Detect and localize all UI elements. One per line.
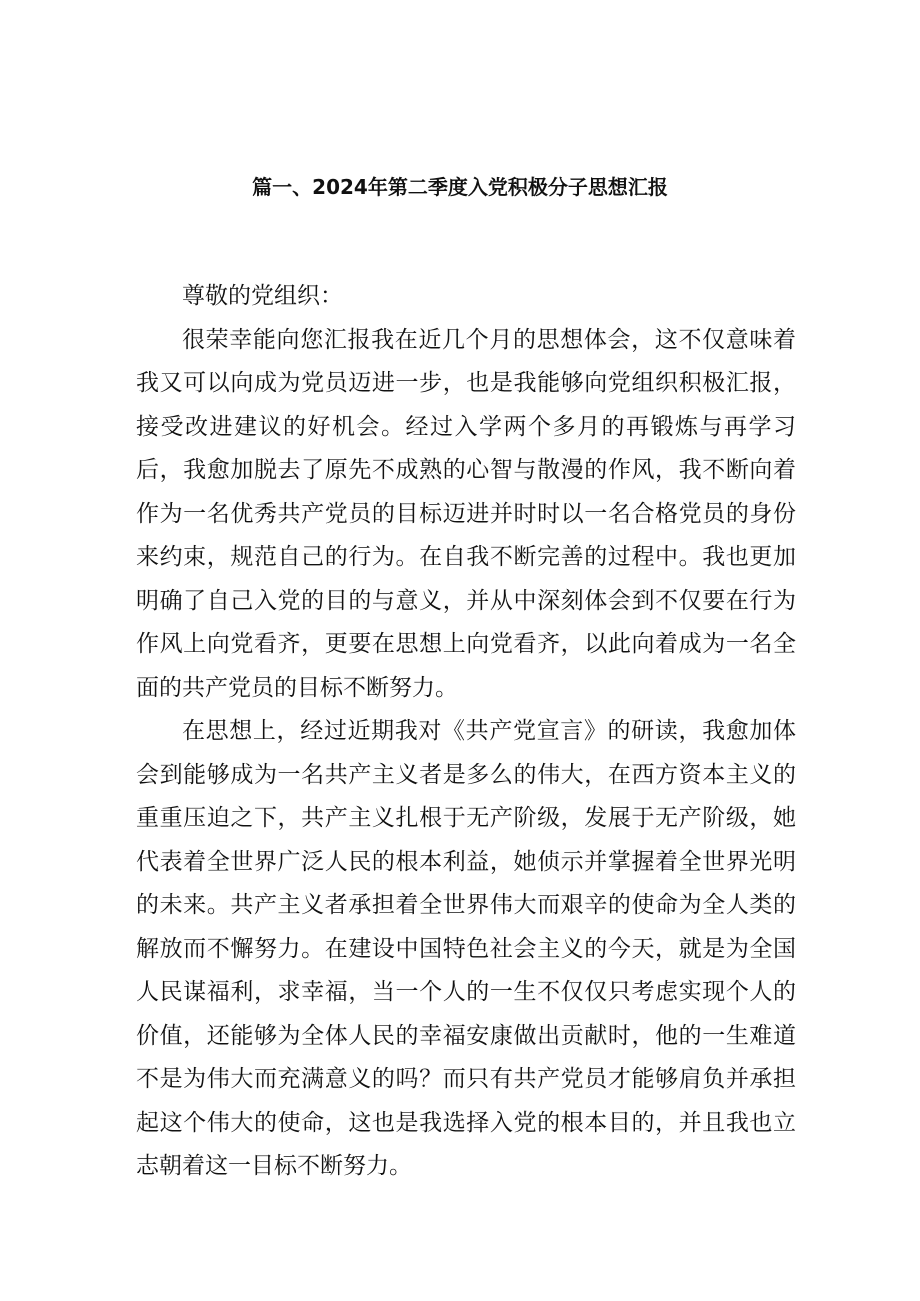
salutation: 尊敬的党组织： [182, 283, 343, 309]
document-body [136, 275, 796, 1189]
paragraph-1: 很荣幸能向您汇报我在近几个月的思想体会，这不仅意味着我又可以向成为党员迈进一步，也是我能够向党组织积极汇报，接受改进建议的好机会。经过入学两个多月的再锻炼与再学习后，我愈加脱去了原先不成熟的心智与散漫的作风，我不断向着作为一名优秀共产党员的目标迈进并时时以一名合格党员的身份来约束，规范自己的行为。在自我不断完善的过程中。我也更加明确了自己入党的目的与意义，并从中深刻体会到不仅要在行为作风上向党看齐，更要在思想上向党看齐，以此向着成为一名全面的共产党员的目标不断努力。 [136, 326, 796, 701]
document-title: 篇一、2024年第二季度入党积极分子思想汇报 [252, 175, 668, 199]
paragraph-2: 在思想上，经过近期我对《共产党宣言》的研读，我愈加体会到能够成为一名共产主义者是多么的伟大，在西方资本主义的重重压迫之下，共产主义扎根于无产阶级，发展于无产阶级，她代表着全世界广泛人民的根本利益，她侦示并掌握着全世界光明的未来。共产主义者承担着全世界伟大而艰辛的使命为全人类的解放而不懈努力。在建设中国特色社会主义的今天，就是为全国人民谋福利，求幸福，当一个人的一生不仅仅只考虑实现个人的价值，还能够为全体人民的幸福安康做出贡献时，他的一生难道不是为伟大而充满意义的吗？而只有共产党员才能够肩负并承担起这个伟大的使命，这也是我选择入党的根本目的，并且我也立志朝着这一目标不断努力。 [136, 718, 796, 1179]
